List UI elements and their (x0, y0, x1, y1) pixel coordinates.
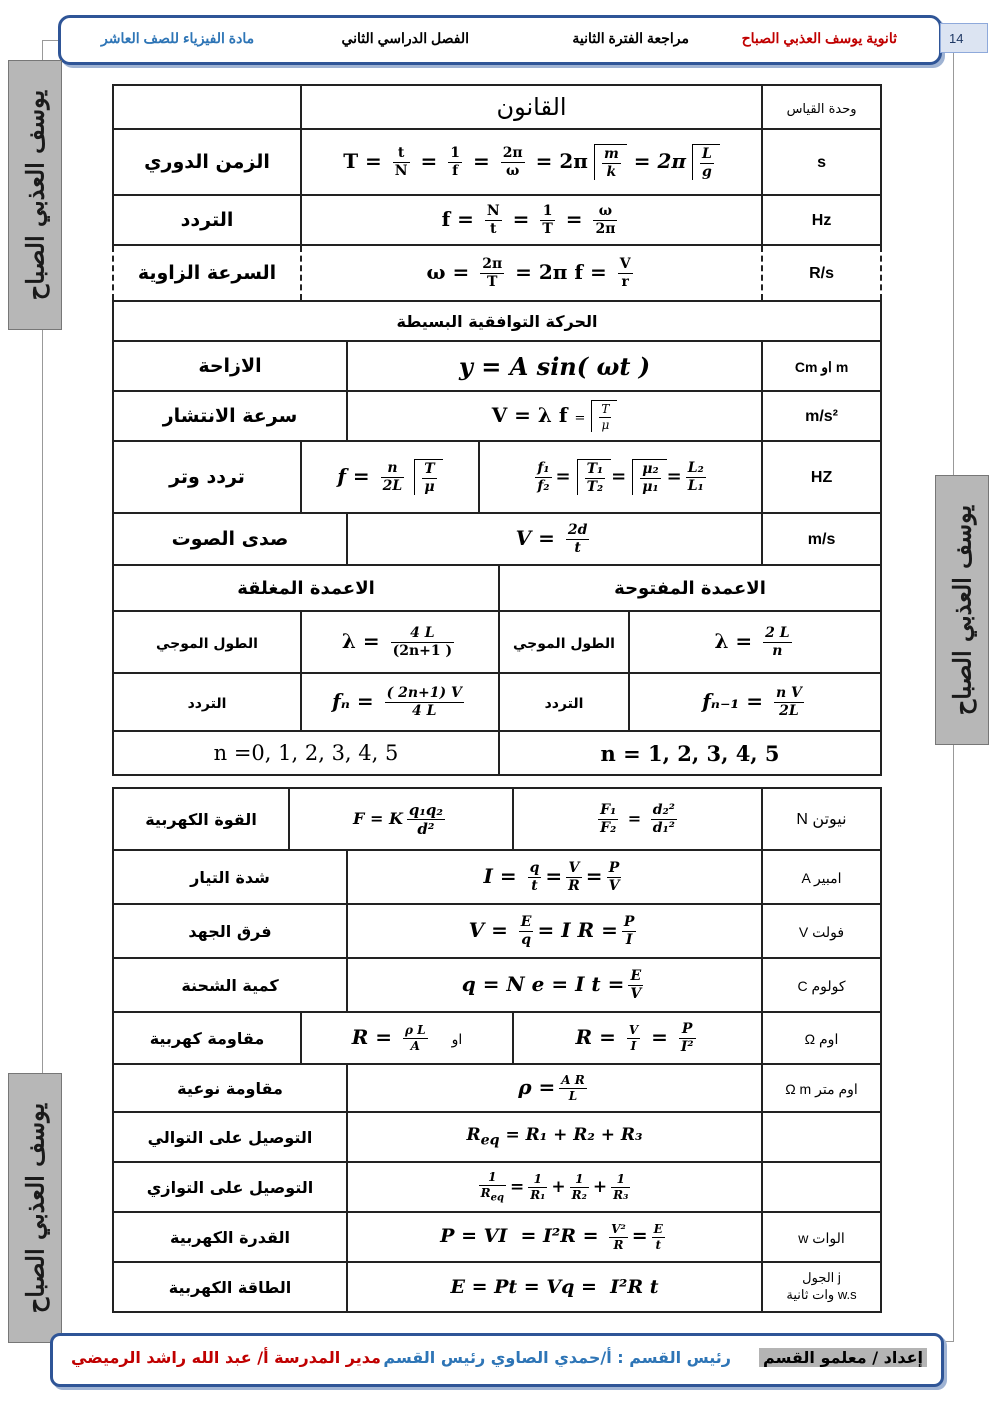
echo-unit: m/s (807, 531, 836, 548)
department-head: رئيس القسم : أ/حمدي الصاوي رئيس القسم (383, 1348, 731, 1367)
table-row (113, 391, 881, 441)
open-columns-title: الاعمدة المفتوحة (614, 577, 766, 599)
closed-frequency-formula: fₙ = $\frac{( 2n+1) V}{4 L}$ (301, 673, 499, 731)
wave-speed-unit: m/s² (805, 408, 839, 425)
watermark-top-left: يوسف العذبي الصباح (8, 60, 62, 330)
voltage-label: فرق الجهد (188, 921, 272, 941)
page-number: 14 (940, 23, 988, 53)
table-row (113, 195, 881, 245)
parallel-formula: 1 $R_{eq}$ = $\frac{1}{\text{R₁}}$ + $\frac{1}{\text{R₂}}$ + $\frac{1}{\text{R₃}}$ (347, 1162, 762, 1212)
voltage-unit: V فولت (798, 923, 845, 940)
columns-header-row (113, 565, 881, 611)
charge-label: كمية الشحنة (181, 975, 279, 995)
energy-unit-joule: j الجول (802, 1270, 841, 1286)
current-label: شدة التيار (190, 867, 270, 887)
review-title: مراجعة الفترة الثانية (572, 30, 689, 46)
open-frequency-formula: fₙ₋₁ = $\frac{\text{n V}}{2L}$ (629, 673, 881, 731)
echo-label: صدى الصوت (171, 528, 289, 550)
period-formula: T = $\frac{t}{N}$ = $\frac{1}{f}$ = $\frac{2\pi}{\omega}$ = 2π $\frac{m}{k}$ = 2π $\frac{L}{g}$ (301, 129, 762, 195)
displacement-formula: y = A sin( ωt ) (347, 341, 762, 391)
school-name: ثانوية يوسف العذبي الصباح (741, 30, 897, 46)
table-row (113, 1012, 881, 1064)
power-formula: P = VI = I²R = $\frac{\text{V²}}{R}$ = $\frac{E}{t}$ (347, 1212, 762, 1262)
resistance-label: مقاومة كهربية (149, 1028, 265, 1048)
period-unit: s (817, 154, 827, 171)
wave-speed-label: سرعة الانتشار (162, 405, 298, 427)
table-row (113, 958, 881, 1012)
table-row (113, 673, 881, 731)
semester-label: الفصل الدراسي الثاني (341, 30, 469, 46)
force-unit: N نيوتن (796, 811, 847, 828)
energy-unit-watt-second: w.s وات ثانية (786, 1287, 857, 1302)
shm-section-row (113, 301, 881, 341)
table-row (113, 1064, 881, 1112)
watermark-right: يوسف العذبي الصباح (935, 475, 989, 745)
coulomb-law-formula: F = K $\frac{\text{q₁q₂}}{\text{d²}}$ (289, 788, 513, 850)
period-label: الزمن الدوري (144, 151, 270, 173)
open-wavelength-formula: λ = $\frac{2 L}{n}$ (629, 611, 881, 673)
formulas-table-2 (112, 787, 882, 1313)
power-unit: w الوات (798, 1229, 845, 1246)
subject-label: مادة الفيزياء للصف العاشر (101, 30, 255, 46)
shm-section-title: الحركة التوافقية البسيطة (396, 311, 598, 331)
law-header: القانون (301, 85, 762, 129)
string-frequency-formula: f = $\frac{n}{2L}$ $\frac{T}{\mu}$ (301, 441, 479, 513)
table-header-row (113, 85, 881, 129)
or-label: او (451, 1031, 463, 1048)
table-row (113, 441, 881, 513)
angular-speed-unit: R/s (809, 265, 835, 282)
string-frequency-ratio: $\frac{\text{f₁}}{\text{f₂}}$ = $\frac{\text{T₁}}{\text{T₂}}$ = $\frac{\text{μ₂}}{\text{μ₁}}$ = $\frac{\text{L₂}}{\text{L₁}}$ (479, 441, 762, 513)
series-formula: $R_{eq} = R_1 + R_2 + R_3$ (347, 1112, 762, 1162)
open-frequency-label: التردد (544, 695, 584, 712)
energy-formula: E = Pt = Vq = I²R t (347, 1262, 762, 1312)
charge-formula: q = N e = I t = $\frac{E}{V}$ (347, 958, 762, 1012)
table-row (113, 731, 881, 775)
electric-force-label: القوة الكهربية (145, 809, 257, 829)
angular-speed-label: السرعة الزاوية (137, 262, 277, 284)
unit-header: وحدة القياس (762, 85, 881, 129)
string-frequency-unit: HZ (810, 469, 833, 486)
resistance-unit: Ω اوم (804, 1030, 839, 1047)
angular-speed-formula: ω = $\frac{2\pi}{T}$ = 2π f = $\frac{V}{r}$ (301, 245, 762, 301)
closed-columns-title: الاعمدة المغلقة (237, 577, 375, 599)
page-footer (50, 1333, 944, 1387)
parallel-label: التوصيل على التوازي (146, 1177, 314, 1197)
table-row (113, 904, 881, 958)
table-row (113, 1162, 881, 1212)
table-row (113, 513, 881, 565)
watermark-bottom-left: يوسف العذبي الصباح (8, 1073, 62, 1343)
table-row (113, 129, 881, 195)
principal: مدير المدرسة أ/ عبد الله راشد الرميضي (71, 1348, 381, 1367)
current-formula: I = $\frac{q}{t}$ = $\frac{V}{R}$ = $\frac{P}{V}$ (347, 850, 762, 904)
resistance-formula-1: R = $\frac{\text{ρ L}}{A}$ او (301, 1012, 513, 1064)
resistivity-unit: Ω m اوم متر (785, 1080, 858, 1097)
resistivity-label: مقاومة نوعية (177, 1078, 283, 1098)
series-label: التوصيل على التوالي (147, 1127, 313, 1147)
closed-n-values: n =0, 1, 2, 3, 4, 5 (213, 741, 399, 765)
echo-formula: V = $\frac{2d}{t}$ (347, 513, 762, 565)
power-label: القدرة الكهربية (169, 1227, 291, 1247)
prepared-by: إعداد / معلمو القسم (759, 1348, 927, 1367)
closed-frequency-label: التردد (187, 695, 227, 712)
resistivity-formula: ρ = $\frac{\text{A R}}{L}$ (347, 1064, 762, 1112)
frequency-label: التردد (180, 209, 234, 231)
table-row (113, 788, 881, 850)
table-row (113, 611, 881, 673)
voltage-formula: V = $\frac{E}{q}$ = I R = $\frac{P}{I}$ (347, 904, 762, 958)
table-row (113, 1262, 881, 1312)
open-wavelength-label: الطول الموجي (513, 635, 615, 652)
page-header (58, 15, 942, 65)
frequency-unit: Hz (811, 212, 832, 229)
table-row (113, 1112, 881, 1162)
table-row (113, 245, 881, 301)
energy-label: الطاقة الكهربية (168, 1277, 292, 1297)
formulas-table-1 (112, 84, 882, 776)
table-row (113, 850, 881, 904)
table-row (113, 341, 881, 391)
current-unit: A امبير (801, 869, 842, 886)
frequency-formula: f = $\frac{N}{t}$ = $\frac{1}{T}$ = $\frac{\omega}{2\pi}$ (301, 195, 762, 245)
force-ratio-formula: $\frac{\text{F₁}}{\text{F₂}}$ = $\frac{\text{d₂²}}{\text{d₁²}}$ (513, 788, 762, 850)
displacement-label: الازاحة (198, 355, 262, 377)
string-frequency-label: تردد وتر (169, 466, 245, 488)
resistance-formula-2: R = $\frac{V}{I}$ = $\frac{P}{\text{I²}}$ (513, 1012, 762, 1064)
displacement-unit: Cm او m (794, 358, 849, 375)
charge-unit: C كولوم (797, 977, 846, 994)
open-n-values: n = 1, 2, 3, 4, 5 (600, 740, 780, 766)
table-row (113, 1212, 881, 1262)
closed-wavelength-formula: λ = $\frac{4 L}{(2n+1 )}$ (301, 611, 499, 673)
wave-speed-formula: V = λ f = $\frac{T}{\mu}$ (347, 391, 762, 441)
closed-wavelength-label: الطول الموجي (156, 635, 258, 652)
